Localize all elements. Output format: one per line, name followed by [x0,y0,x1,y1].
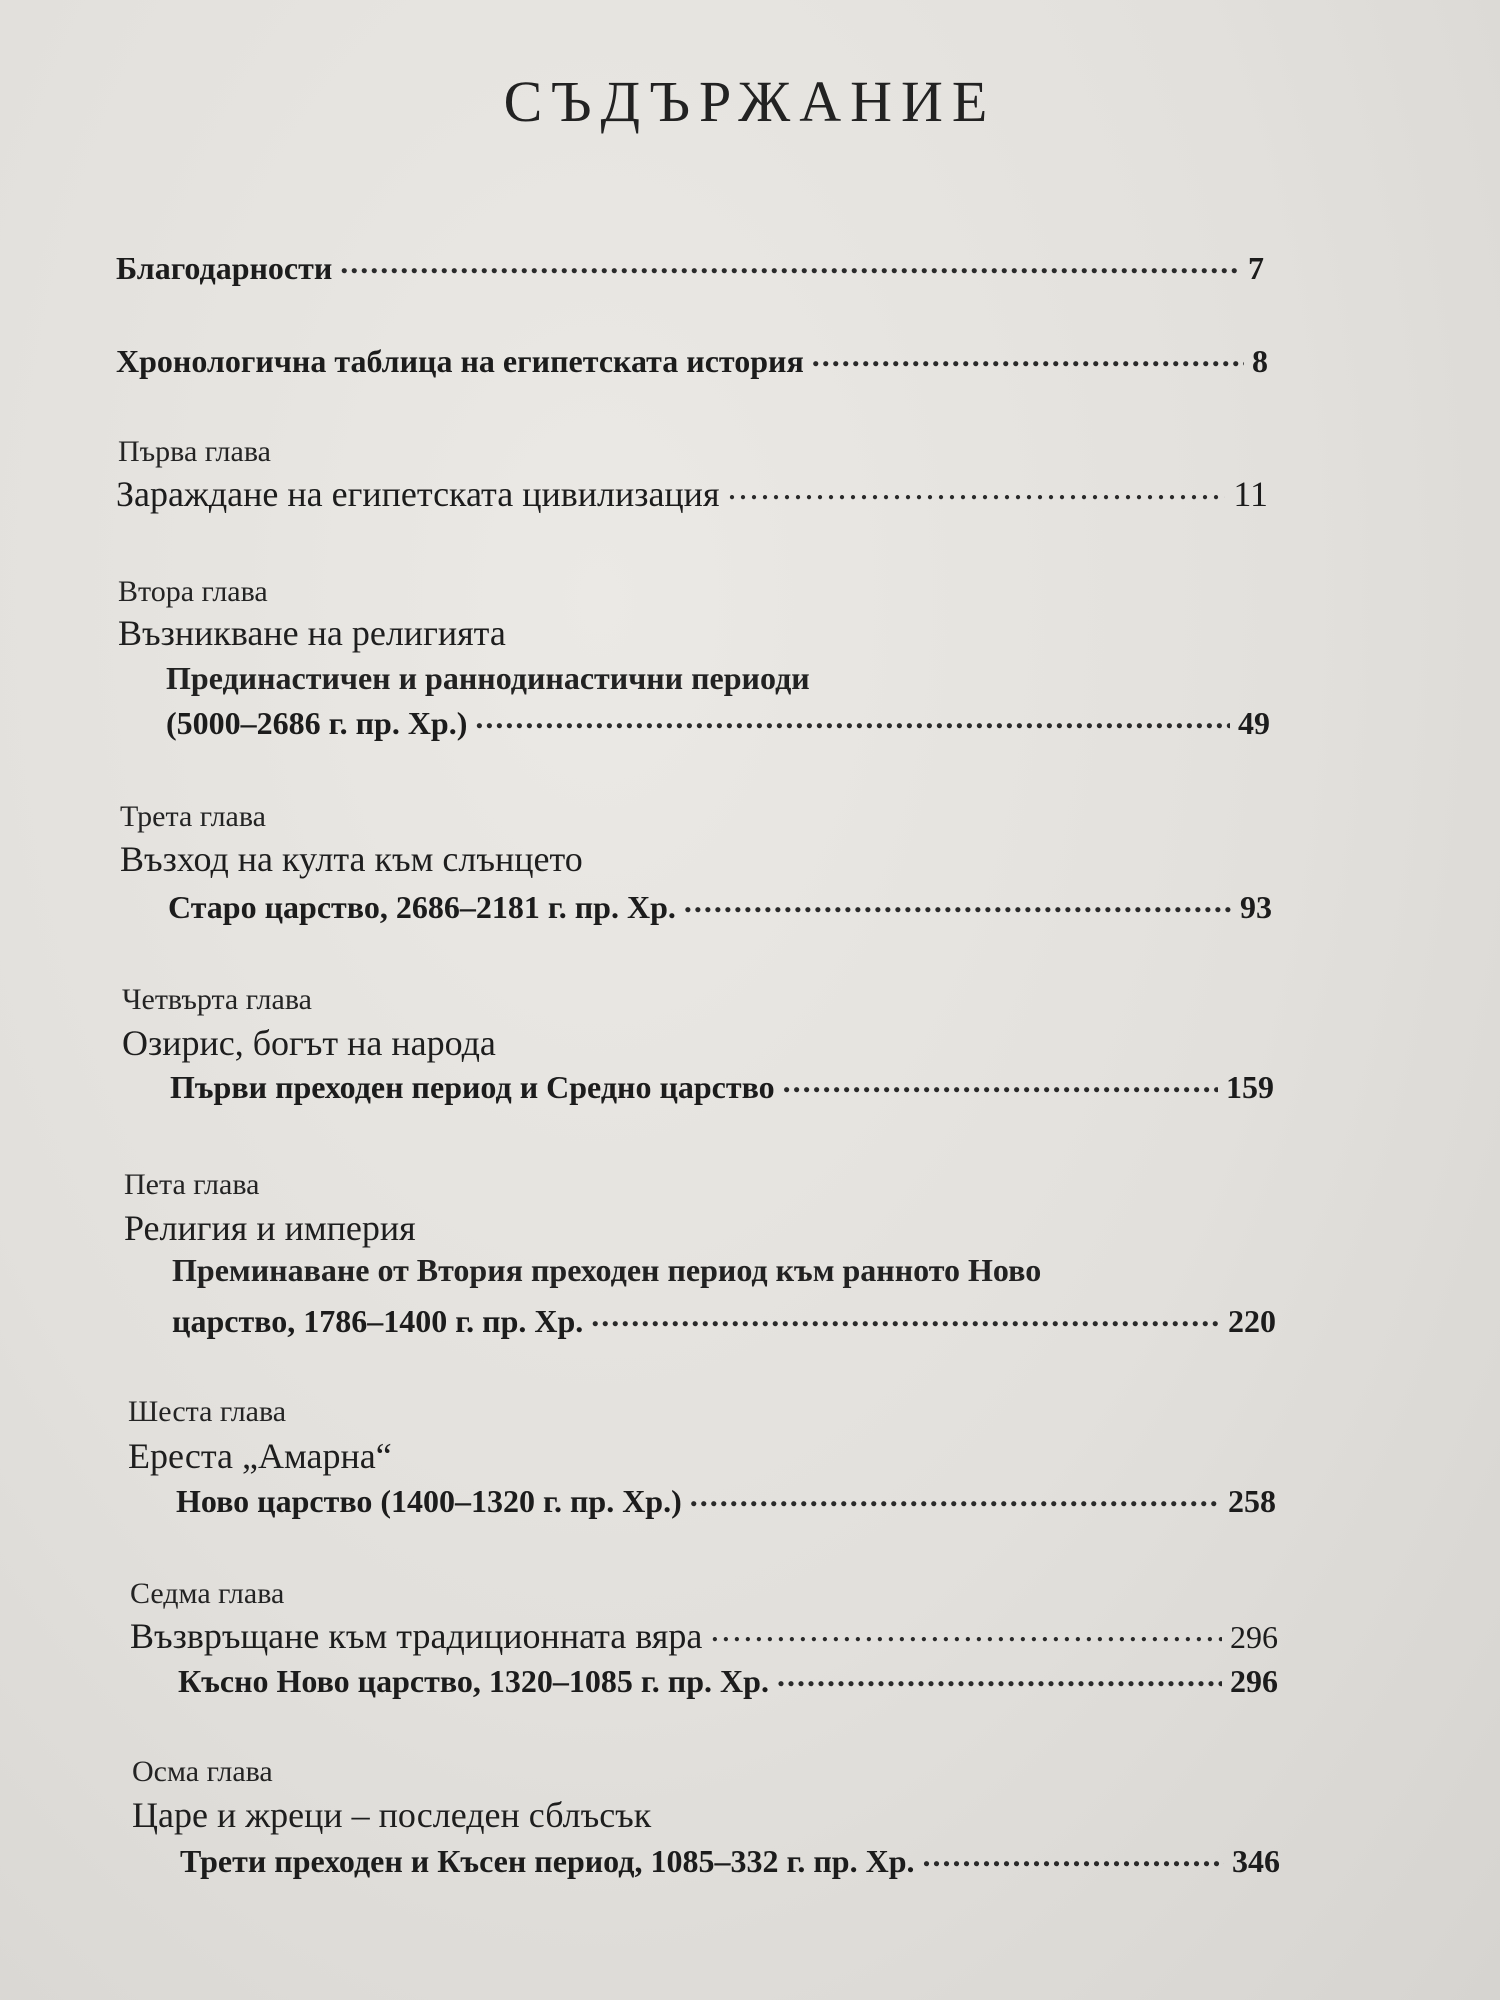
dot-leader [591,1302,1220,1334]
page-number: 258 [1228,1483,1276,1519]
toc-entry-thanks[interactable] [116,247,1264,287]
chapter-subtitle: Първи преходен период и Средно царство [170,1069,775,1105]
chapter-subtitle: царство, 1786–1400 г. пр. Хр. [172,1303,584,1339]
dot-leader [475,704,1230,736]
chapter-label: Трета глава [120,800,266,833]
dot-leader [710,1614,1222,1650]
chapter-subtitle: Прединастичен и раннодинастични периоди [166,660,810,696]
chapter-label: Първа глава [118,435,271,468]
dot-leader [684,888,1232,920]
chapter-title: Ереста „Амарна“ [128,1436,392,1476]
chapter-title: Възход на култа към слънцето [120,839,583,879]
chapter-label: Шеста глава [128,1395,287,1428]
page-number: 93 [1240,889,1272,925]
toc-entry-text: Хронологична таблица на египетската история [116,343,804,379]
chapter-label: Осма глава [132,1755,273,1788]
toc-entry-chronology[interactable] [116,340,1268,380]
page-number: 8 [1252,343,1268,379]
page-number: 11 [1233,474,1268,514]
toc-entry-ch7[interactable] [178,1660,1278,1700]
toc-entry-ch8[interactable] [180,1840,1280,1880]
toc-entry-ch6[interactable] [176,1480,1276,1520]
page-number: 296 [1230,1663,1278,1699]
page-number: 7 [1248,250,1264,286]
chapter-label: Четвърта глава [122,983,312,1016]
page-number: 296 [1230,1619,1278,1655]
chapter-title: Зараждане на египетската цивилизация [116,474,720,514]
chapter-subtitle: Старо царство, 2686–2181 г. пр. Хр. [168,889,676,925]
chapter-label: Пета глава [124,1168,260,1201]
toc-entry-ch1[interactable] [116,470,1268,515]
chapter-label: Седма глава [130,1577,285,1610]
page-number: 220 [1228,1303,1276,1339]
page-number: 159 [1226,1069,1274,1105]
chapter-title: Озирис, богът на народа [122,1023,496,1063]
chapter-title: Царе и жреци – последен сблъсък [132,1795,652,1835]
toc-entry-ch7-title[interactable] [130,1612,1278,1657]
chapter-subtitle: Късно Ново царство, 1320–1085 г. пр. Хр. [178,1663,769,1699]
chapter-subtitle: Ново царство (1400–1320 г. пр. Хр.) [176,1483,682,1519]
chapter-subtitle: Преминаване от Втория преходен период към ранното Ново [172,1252,1042,1288]
toc-entry-ch2[interactable] [166,702,1270,742]
toc-entry-text: Благодарности [116,250,333,286]
dot-leader [812,342,1244,374]
chapter-label: Втора глава [118,575,268,608]
dot-leader [728,472,1226,508]
chapter-subtitle: Трети преходен и Късен период, 1085–332 г. пр. Хр. [180,1843,915,1879]
toc-entry-ch4[interactable] [170,1066,1274,1106]
dot-leader [690,1482,1220,1514]
page-title: СЪДЪРЖАНИЕ [503,69,997,134]
chapter-title: Религия и империя [124,1208,416,1248]
dot-leader [340,249,1240,281]
page-number: 346 [1232,1843,1280,1879]
chapter-subtitle: (5000–2686 г. пр. Хр.) [166,705,468,741]
chapter-title: Възвръщане към традиционната вяра [130,1616,703,1656]
toc-entry-ch5[interactable] [172,1300,1276,1340]
page-number: 49 [1238,705,1270,741]
toc-entry-ch3[interactable] [168,886,1272,926]
dot-leader [783,1068,1218,1100]
dot-leader [777,1662,1222,1694]
dot-leader [923,1842,1225,1874]
chapter-title: Възникване на религията [118,613,506,653]
